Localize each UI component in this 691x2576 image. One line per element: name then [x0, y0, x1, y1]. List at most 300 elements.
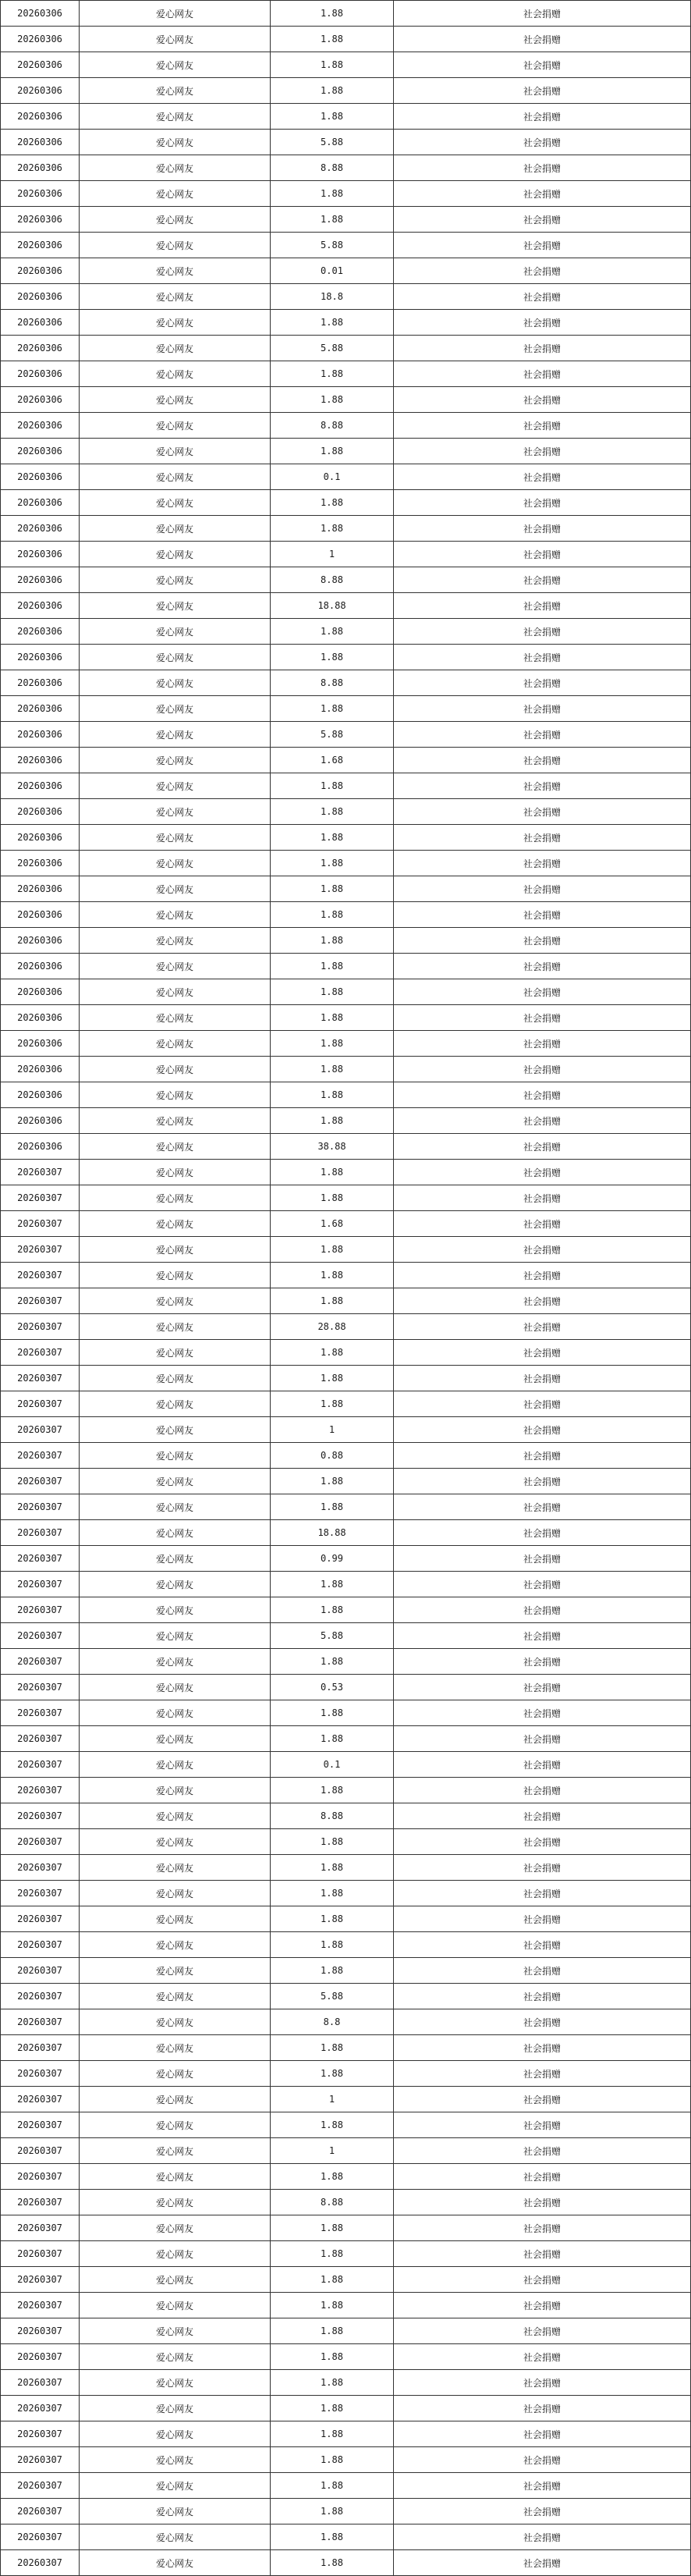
donor-name-cell: 爱心网友: [80, 1649, 271, 1675]
donation-date-cell: 20260307: [1, 1803, 80, 1829]
donation-date-cell: 20260307: [1, 1314, 80, 1340]
donation-category-cell: 社会捐赠: [394, 748, 691, 773]
donor-name-cell: 爱心网友: [80, 104, 271, 130]
donation-amount-cell: 1.88: [271, 1829, 394, 1855]
donation-amount-cell: 1.88: [271, 387, 394, 413]
donor-name-cell: 爱心网友: [80, 567, 271, 593]
donation-category-cell: 社会捐赠: [394, 979, 691, 1005]
donor-name-cell: 爱心网友: [80, 979, 271, 1005]
donation-date-cell: 20260306: [1, 645, 80, 670]
donation-amount-cell: 1.88: [271, 1855, 394, 1881]
donor-name-cell: 爱心网友: [80, 1005, 271, 1031]
donation-date-cell: 20260307: [1, 2087, 80, 2112]
donation-date-cell: 20260306: [1, 825, 80, 851]
donation-date-cell: 20260307: [1, 1572, 80, 1597]
donation-date-cell: 20260306: [1, 336, 80, 361]
donation-category-cell: 社会捐赠: [394, 1700, 691, 1726]
table-row: [1, 1160, 691, 1185]
donation-category-cell: 社会捐赠: [394, 696, 691, 722]
donation-amount-cell: 1.88: [271, 310, 394, 336]
donation-amount-cell: 0.88: [271, 1443, 394, 1469]
table-row: [1, 1984, 691, 2009]
donor-name-cell: 爱心网友: [80, 2318, 271, 2344]
donation-amount-cell: 1.88: [271, 2112, 394, 2138]
donation-category-cell: 社会捐赠: [394, 2499, 691, 2524]
donation-amount-cell: 1.88: [271, 1108, 394, 1134]
donor-name-cell: 爱心网友: [80, 1675, 271, 1700]
donor-name-cell: 爱心网友: [80, 1, 271, 27]
donor-name-cell: 爱心网友: [80, 851, 271, 876]
donation-category-cell: 社会捐赠: [394, 851, 691, 876]
donation-date-cell: 20260307: [1, 2215, 80, 2241]
donation-amount-cell: 0.1: [271, 464, 394, 490]
donation-date-cell: 20260307: [1, 2138, 80, 2164]
donation-amount-cell: 1.88: [271, 78, 394, 104]
table-row: [1, 27, 691, 52]
donation-category-cell: 社会捐赠: [394, 52, 691, 78]
table-row: [1, 2267, 691, 2293]
donation-amount-cell: 1.88: [271, 1340, 394, 1366]
donation-category-cell: 社会捐赠: [394, 2421, 691, 2447]
table-row: [1, 2190, 691, 2215]
donation-date-cell: 20260306: [1, 78, 80, 104]
table-row: [1, 876, 691, 902]
donation-date-cell: 20260307: [1, 1778, 80, 1803]
table-row: [1, 567, 691, 593]
donation-amount-cell: 1.88: [271, 2267, 394, 2293]
donation-category-cell: 社会捐赠: [394, 1829, 691, 1855]
donation-date-cell: 20260307: [1, 2061, 80, 2087]
donation-amount-cell: 1.88: [271, 954, 394, 979]
donation-date-cell: 20260306: [1, 979, 80, 1005]
donation-date-cell: 20260306: [1, 464, 80, 490]
table-row: [1, 1057, 691, 1082]
table-row: [1, 722, 691, 748]
donation-category-cell: 社会捐赠: [394, 233, 691, 258]
table-row: [1, 1649, 691, 1675]
donation-date-cell: 20260307: [1, 1700, 80, 1726]
donation-date-cell: 20260307: [1, 1906, 80, 1932]
donor-name-cell: 爱心网友: [80, 1520, 271, 1546]
donor-name-cell: 爱心网友: [80, 464, 271, 490]
donor-name-cell: 爱心网友: [80, 2035, 271, 2061]
donation-amount-cell: 1.88: [271, 979, 394, 1005]
donation-category-cell: 社会捐赠: [394, 490, 691, 516]
donation-category-cell: 社会捐赠: [394, 1185, 691, 1211]
donation-date-cell: 20260306: [1, 851, 80, 876]
donation-category-cell: 社会捐赠: [394, 2344, 691, 2370]
donation-amount-cell: 1.88: [271, 2344, 394, 2370]
donation-amount-cell: 1.88: [271, 27, 394, 52]
donor-name-cell: 爱心网友: [80, 1752, 271, 1778]
table-row: [1, 2293, 691, 2318]
donation-category-cell: 社会捐赠: [394, 1417, 691, 1443]
table-row: [1, 1469, 691, 1494]
donor-name-cell: 爱心网友: [80, 130, 271, 155]
donation-amount-cell: 1.88: [271, 1906, 394, 1932]
donation-category-cell: 社会捐赠: [394, 2190, 691, 2215]
table-row: [1, 361, 691, 387]
table-row: [1, 1314, 691, 1340]
donation-category-cell: 社会捐赠: [394, 284, 691, 310]
donation-category-cell: 社会捐赠: [394, 2473, 691, 2499]
donor-name-cell: 爱心网友: [80, 1906, 271, 1932]
table-row: [1, 1597, 691, 1623]
donation-category-cell: 社会捐赠: [394, 155, 691, 181]
donor-name-cell: 爱心网友: [80, 1417, 271, 1443]
table-row: [1, 670, 691, 696]
table-row: [1, 748, 691, 773]
donation-date-cell: 20260307: [1, 2370, 80, 2396]
donation-date-cell: 20260307: [1, 2499, 80, 2524]
donation-amount-cell: 1.88: [271, 1649, 394, 1675]
donation-category-cell: 社会捐赠: [394, 1546, 691, 1572]
donation-amount-cell: 1.88: [271, 2370, 394, 2396]
donor-name-cell: 爱心网友: [80, 1546, 271, 1572]
donation-amount-cell: 1: [271, 2138, 394, 2164]
donation-date-cell: 20260306: [1, 207, 80, 233]
donation-date-cell: 20260307: [1, 1391, 80, 1417]
donor-name-cell: 爱心网友: [80, 387, 271, 413]
donor-name-cell: 爱心网友: [80, 2524, 271, 2550]
donation-date-cell: 20260307: [1, 1932, 80, 1958]
donor-name-cell: 爱心网友: [80, 1134, 271, 1160]
donation-category-cell: 社会捐赠: [394, 567, 691, 593]
donation-amount-cell: 5.88: [271, 233, 394, 258]
donation-amount-cell: 1.88: [271, 2421, 394, 2447]
donation-category-cell: 社会捐赠: [394, 181, 691, 207]
table-row: [1, 1, 691, 27]
donor-name-cell: 爱心网友: [80, 954, 271, 979]
donation-amount-cell: 1.88: [271, 2499, 394, 2524]
donation-category-cell: 社会捐赠: [394, 1597, 691, 1623]
donor-name-cell: 爱心网友: [80, 2344, 271, 2370]
donation-amount-cell: 1.88: [271, 2318, 394, 2344]
donation-category-cell: 社会捐赠: [394, 1778, 691, 1803]
table-row: [1, 928, 691, 954]
donation-date-cell: 20260306: [1, 619, 80, 645]
donation-date-cell: 20260306: [1, 799, 80, 825]
donation-category-cell: 社会捐赠: [394, 1906, 691, 1932]
donation-category-cell: 社会捐赠: [394, 1984, 691, 2009]
donation-amount-cell: 1.88: [271, 1469, 394, 1494]
donation-date-cell: 20260306: [1, 1031, 80, 1057]
donation-category-cell: 社会捐赠: [394, 722, 691, 748]
table-row: [1, 979, 691, 1005]
donation-amount-cell: 18.88: [271, 1520, 394, 1546]
donation-amount-cell: 1.88: [271, 2215, 394, 2241]
donor-name-cell: 爱心网友: [80, 1700, 271, 1726]
donation-category-cell: 社会捐赠: [394, 1932, 691, 1958]
donation-amount-cell: 1.68: [271, 748, 394, 773]
table-row: [1, 1443, 691, 1469]
donation-amount-cell: 1.88: [271, 2241, 394, 2267]
donation-date-cell: 20260306: [1, 542, 80, 567]
donation-date-cell: 20260307: [1, 2164, 80, 2190]
donation-amount-cell: 1.88: [271, 1057, 394, 1082]
donation-category-cell: 社会捐赠: [394, 2447, 691, 2473]
table-row: [1, 310, 691, 336]
donation-category-cell: 社会捐赠: [394, 1855, 691, 1881]
donation-date-cell: 20260307: [1, 2447, 80, 2473]
donor-name-cell: 爱心网友: [80, 1108, 271, 1134]
table-row: [1, 2396, 691, 2421]
donor-name-cell: 爱心网友: [80, 1391, 271, 1417]
donation-category-cell: 社会捐赠: [394, 1031, 691, 1057]
donation-category-cell: 社会捐赠: [394, 2035, 691, 2061]
table-row: [1, 2138, 691, 2164]
table-row: [1, 1211, 691, 1237]
donation-date-cell: 20260307: [1, 2241, 80, 2267]
donor-name-cell: 爱心网友: [80, 799, 271, 825]
table-row: [1, 2370, 691, 2396]
donation-date-cell: 20260307: [1, 1263, 80, 1288]
donation-category-cell: 社会捐赠: [394, 2550, 691, 2576]
donor-name-cell: 爱心网友: [80, 207, 271, 233]
donor-name-cell: 爱心网友: [80, 542, 271, 567]
donation-amount-cell: 1.88: [271, 2164, 394, 2190]
donation-category-cell: 社会捐赠: [394, 825, 691, 851]
table-row: [1, 2318, 691, 2344]
table-row: [1, 825, 691, 851]
donor-name-cell: 爱心网友: [80, 1829, 271, 1855]
table-row: [1, 1881, 691, 1906]
donation-category-cell: 社会捐赠: [394, 1, 691, 27]
donation-category-cell: 社会捐赠: [394, 1752, 691, 1778]
donation-category-cell: 社会捐赠: [394, 1005, 691, 1031]
donation-amount-cell: 18.8: [271, 284, 394, 310]
donation-date-cell: 20260306: [1, 1005, 80, 1031]
donation-date-cell: 20260307: [1, 1340, 80, 1366]
donor-name-cell: 爱心网友: [80, 1263, 271, 1288]
donation-amount-cell: 8.88: [271, 155, 394, 181]
donation-amount-cell: 1.88: [271, 1597, 394, 1623]
donor-name-cell: 爱心网友: [80, 1469, 271, 1494]
donation-category-cell: 社会捐赠: [394, 902, 691, 928]
donation-category-cell: 社会捐赠: [394, 645, 691, 670]
donation-date-cell: 20260307: [1, 2550, 80, 2576]
donor-name-cell: 爱心网友: [80, 1803, 271, 1829]
donation-amount-cell: 1.88: [271, 1005, 394, 1031]
table-row: [1, 2344, 691, 2370]
donation-amount-cell: 1.88: [271, 1288, 394, 1314]
donation-amount-cell: 1.88: [271, 2524, 394, 2550]
donor-name-cell: 爱心网友: [80, 2164, 271, 2190]
donor-name-cell: 爱心网友: [80, 2473, 271, 2499]
donor-name-cell: 爱心网友: [80, 2421, 271, 2447]
donor-name-cell: 爱心网友: [80, 413, 271, 439]
table-row: [1, 130, 691, 155]
donor-name-cell: 爱心网友: [80, 773, 271, 799]
donation-amount-cell: 1.88: [271, 1778, 394, 1803]
donation-category-cell: 社会捐赠: [394, 1623, 691, 1649]
table-row: [1, 155, 691, 181]
donor-name-cell: 爱心网友: [80, 1623, 271, 1649]
table-row: [1, 1417, 691, 1443]
donation-date-cell: 20260307: [1, 2421, 80, 2447]
donation-amount-cell: 1.88: [271, 696, 394, 722]
donation-amount-cell: 1.88: [271, 1082, 394, 1108]
donation-date-cell: 20260306: [1, 439, 80, 464]
donation-amount-cell: 8.88: [271, 1803, 394, 1829]
donor-name-cell: 爱心网友: [80, 748, 271, 773]
donor-name-cell: 爱心网友: [80, 1572, 271, 1597]
table-row: [1, 284, 691, 310]
donation-date-cell: 20260307: [1, 1443, 80, 1469]
donor-name-cell: 爱心网友: [80, 155, 271, 181]
donation-date-cell: 20260307: [1, 2473, 80, 2499]
donation-amount-cell: 8.8: [271, 2009, 394, 2035]
donation-date-cell: 20260307: [1, 1160, 80, 1185]
table-row: [1, 1134, 691, 1160]
donation-date-cell: 20260306: [1, 748, 80, 773]
donation-amount-cell: 1.88: [271, 2293, 394, 2318]
table-row: [1, 413, 691, 439]
donation-date-cell: 20260306: [1, 181, 80, 207]
donation-date-cell: 20260306: [1, 361, 80, 387]
donation-amount-cell: 1: [271, 542, 394, 567]
donation-category-cell: 社会捐赠: [394, 439, 691, 464]
table-row: [1, 1005, 691, 1031]
donor-name-cell: 爱心网友: [80, 181, 271, 207]
donation-date-cell: 20260307: [1, 1366, 80, 1391]
donation-amount-cell: 1.88: [271, 361, 394, 387]
donation-amount-cell: 1.88: [271, 1726, 394, 1752]
donation-category-cell: 社会捐赠: [394, 593, 691, 619]
donation-date-cell: 20260306: [1, 567, 80, 593]
table-row: [1, 207, 691, 233]
table-row: [1, 78, 691, 104]
table-row: [1, 2499, 691, 2524]
donor-name-cell: 爱心网友: [80, 928, 271, 954]
donation-category-cell: 社会捐赠: [394, 1391, 691, 1417]
donation-category-cell: 社会捐赠: [394, 1082, 691, 1108]
donation-category-cell: 社会捐赠: [394, 78, 691, 104]
donation-amount-cell: 1.88: [271, 2447, 394, 2473]
donation-amount-cell: 1.88: [271, 1391, 394, 1417]
donation-date-cell: 20260306: [1, 52, 80, 78]
donation-amount-cell: 1.88: [271, 1185, 394, 1211]
donation-category-cell: 社会捐赠: [394, 1340, 691, 1366]
donor-name-cell: 爱心网友: [80, 722, 271, 748]
donation-amount-cell: 5.88: [271, 130, 394, 155]
donation-category-cell: 社会捐赠: [394, 1057, 691, 1082]
table-row: [1, 2061, 691, 2087]
donation-amount-cell: 1: [271, 1417, 394, 1443]
donor-name-cell: 爱心网友: [80, 1057, 271, 1082]
donor-name-cell: 爱心网友: [80, 1726, 271, 1752]
table-row: [1, 1340, 691, 1366]
donation-amount-cell: 1.88: [271, 1, 394, 27]
donor-name-cell: 爱心网友: [80, 27, 271, 52]
donation-date-cell: 20260307: [1, 1649, 80, 1675]
table-row: [1, 1623, 691, 1649]
donation-amount-cell: 1.88: [271, 1932, 394, 1958]
donation-date-cell: 20260307: [1, 2035, 80, 2061]
donation-category-cell: 社会捐赠: [394, 2396, 691, 2421]
donor-name-cell: 爱心网友: [80, 490, 271, 516]
donation-category-cell: 社会捐赠: [394, 1958, 691, 1984]
table-row: [1, 387, 691, 413]
donation-date-cell: 20260306: [1, 928, 80, 954]
table-row: [1, 233, 691, 258]
donation-amount-cell: 5.88: [271, 1984, 394, 2009]
donation-category-cell: 社会捐赠: [394, 1726, 691, 1752]
donation-category-cell: 社会捐赠: [394, 619, 691, 645]
donation-date-cell: 20260307: [1, 1211, 80, 1237]
donation-amount-cell: 1.88: [271, 1263, 394, 1288]
donation-date-cell: 20260307: [1, 1984, 80, 2009]
donation-amount-cell: 1.88: [271, 2396, 394, 2421]
donation-amount-cell: 1.88: [271, 1700, 394, 1726]
table-row: [1, 2215, 691, 2241]
table-row: [1, 1494, 691, 1520]
donation-date-cell: 20260306: [1, 130, 80, 155]
donation-date-cell: 20260306: [1, 593, 80, 619]
donation-amount-cell: 1.88: [271, 799, 394, 825]
donation-date-cell: 20260307: [1, 1881, 80, 1906]
table-row: [1, 1108, 691, 1134]
donation-date-cell: 20260307: [1, 1597, 80, 1623]
donation-category-cell: 社会捐赠: [394, 2370, 691, 2396]
donor-name-cell: 爱心网友: [80, 2241, 271, 2267]
donation-category-cell: 社会捐赠: [394, 104, 691, 130]
donation-amount-cell: 1.68: [271, 1211, 394, 1237]
donation-amount-cell: 0.1: [271, 1752, 394, 1778]
donor-name-cell: 爱心网友: [80, 2009, 271, 2035]
table-row: [1, 1752, 691, 1778]
donation-date-cell: 20260306: [1, 1134, 80, 1160]
table-row: [1, 799, 691, 825]
donation-date-cell: 20260306: [1, 773, 80, 799]
donation-amount-cell: 1.88: [271, 1494, 394, 1520]
donor-name-cell: 爱心网友: [80, 2112, 271, 2138]
table-row: [1, 104, 691, 130]
donation-amount-cell: 0.53: [271, 1675, 394, 1700]
donor-name-cell: 爱心网友: [80, 696, 271, 722]
donation-category-cell: 社会捐赠: [394, 1211, 691, 1237]
donor-name-cell: 爱心网友: [80, 2215, 271, 2241]
donor-name-cell: 爱心网友: [80, 1160, 271, 1185]
donor-name-cell: 爱心网友: [80, 619, 271, 645]
donation-date-cell: 20260307: [1, 2190, 80, 2215]
donor-name-cell: 爱心网友: [80, 310, 271, 336]
table-row: [1, 1572, 691, 1597]
donation-amount-cell: 1.88: [271, 490, 394, 516]
donation-amount-cell: 1.88: [271, 181, 394, 207]
donation-date-cell: 20260306: [1, 670, 80, 696]
table-row: [1, 2035, 691, 2061]
donation-amount-cell: 18.88: [271, 593, 394, 619]
donation-amount-cell: 1.88: [271, 516, 394, 542]
donor-name-cell: 爱心网友: [80, 1984, 271, 2009]
table-row: [1, 1031, 691, 1057]
donation-category-cell: 社会捐赠: [394, 1494, 691, 1520]
table-row: [1, 1185, 691, 1211]
table-row: [1, 902, 691, 928]
table-row: [1, 851, 691, 876]
table-row: [1, 645, 691, 670]
table-row: [1, 1546, 691, 1572]
donor-name-cell: 爱心网友: [80, 1443, 271, 1469]
donor-name-cell: 爱心网友: [80, 1881, 271, 1906]
donation-amount-cell: 1.88: [271, 825, 394, 851]
table-row: [1, 1829, 691, 1855]
donation-date-cell: 20260307: [1, 2293, 80, 2318]
donation-amount-cell: 1.88: [271, 1572, 394, 1597]
donation-amount-cell: 1.88: [271, 1881, 394, 1906]
donation-date-cell: 20260306: [1, 902, 80, 928]
